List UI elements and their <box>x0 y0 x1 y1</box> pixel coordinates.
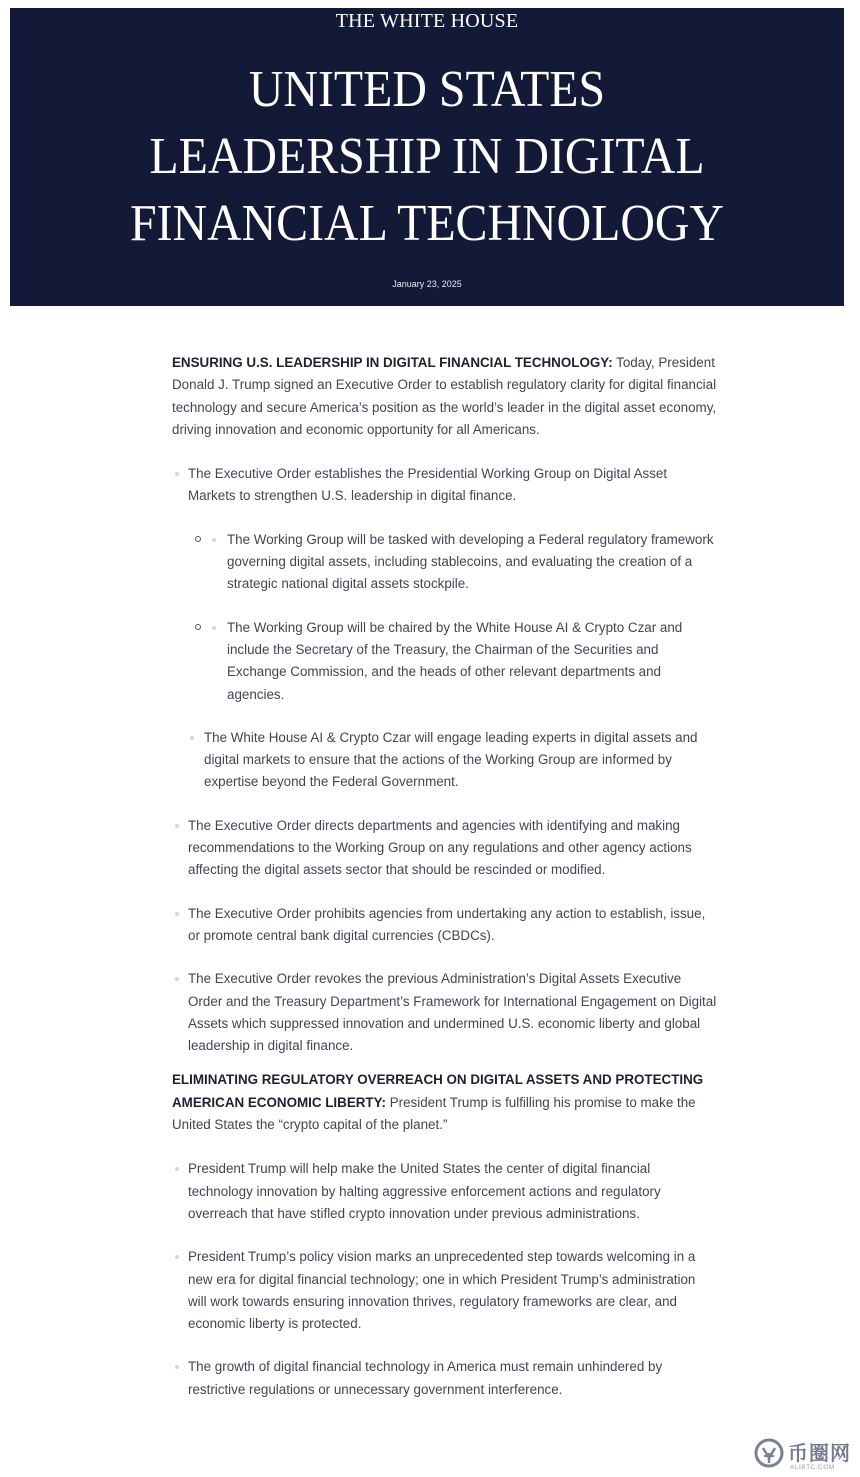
list-item-text: President Trump’s policy vision marks an unprecedented step towards welcoming in a new era for digital financial technology; one in which President Trump’s administration will work towards ensuring innovation thrives, regulatory frameworks are clear, and economic liberty is protected. <box>188 1249 696 1332</box>
bullet-icon <box>175 977 179 981</box>
list-item-text: The Working Group will be chaired by the White House AI & Crypto Czar and include the Secretary of the Treasury, the Chairman of the Securities and Exchange Commission, and the heads of other relevant departments and agencies. <box>227 619 683 702</box>
circle-bullet-icon <box>195 624 201 630</box>
list-item <box>172 1356 717 1401</box>
list-item <box>172 815 717 882</box>
list-item <box>172 617 717 706</box>
list-item-text: The growth of digital financial technology in America must remain unhindered by restrictive regulations or unnecessary government interference. <box>188 1359 663 1397</box>
list-item <box>172 463 717 508</box>
bullet-icon <box>175 824 179 828</box>
section-heading: ELIMINATING REGULATORY OVERREACH ON DIGITAL ASSETS AND PROTECTING AMERICAN ECONOMIC LIBERTY: <box>172 1072 704 1110</box>
list-item-text: The White House AI & Crypto Czar will engage leading experts in digital assets and digital markets to ensure that the actions of the Working Group are informed by expertise beyond the Federal Government. <box>204 729 698 790</box>
list-item <box>172 1158 717 1225</box>
publish-date: January 23, 2025 <box>392 279 462 289</box>
list-item <box>172 903 717 948</box>
section-intro <box>172 352 717 441</box>
section-heading: ENSURING U.S. LEADERSHIP IN DIGITAL FINANCIAL TECHNOLOGY: <box>172 355 613 370</box>
bullet-icon <box>175 912 179 916</box>
section-intro <box>172 1069 717 1136</box>
watermark-subtext: ALIBTC.COM <box>790 1464 835 1471</box>
list-item-text: President Trump will help make the United States the center of digital financial technology innovation by halting aggressive enforcement actions and regulatory overreach that have stifled crypto innovation under previous administrations. <box>188 1161 661 1221</box>
article-body <box>172 352 717 1401</box>
watermark-logo-icon <box>752 1436 786 1470</box>
title-line: LEADERSHIP IN DIGITAL <box>149 128 705 185</box>
list-item-text: The Executive Order directs departments and agencies with identifying and making recommendations to the Working Group on any regulations and other agency actions affecting the digital assets sector that should be rescinded or modified. <box>188 817 692 878</box>
list-item <box>172 529 717 596</box>
title-line: FINANCIAL TECHNOLOGY <box>129 195 724 252</box>
section-text: Today, President Donald J. Trump signed an Executive Order to establish regulatory clarity for digital financial technology and secure America’s position as the world’s leader in the digital asset economy, driving innovation and economic opportunity for all Americans. <box>172 355 717 437</box>
section-text: President Trump is fulfilling his promise to make the United States the “crypto capital of the planet.” <box>172 1094 696 1133</box>
list-item <box>172 1246 717 1335</box>
bullet-icon <box>175 1167 179 1171</box>
bullet-icon <box>175 1255 179 1259</box>
bullet-icon <box>190 736 194 740</box>
site-name[interactable]: THE WHITE HOUSE <box>335 10 519 32</box>
list-item <box>172 968 717 1057</box>
list-item-text: The Working Group will be tasked with developing a Federal regulatory framework governing digital assets, including stablecoins, and evaluating the creation of a strategic national digital assets stockpile. <box>227 531 714 592</box>
bullet-icon <box>212 538 216 542</box>
list-item-text: The Executive Order revokes the previous Administration’s Digital Assets Executive Order and the Treasury Department’s Framework for International Engagement on Digital Assets which suppressed innovation and undermined U.S. economic liberty and global leadership in digital finance. <box>188 971 717 1054</box>
list-item <box>172 727 717 794</box>
list-item-text: The Executive Order establishes the Presidential Working Group on Digital Asset Markets to strengthen U.S. leadership in digital finance. <box>188 466 668 504</box>
bullet-icon <box>175 1365 179 1369</box>
page-title <box>43 56 810 257</box>
header-banner <box>10 8 844 306</box>
bullet-icon <box>175 472 179 476</box>
watermark-text: 币圈网 <box>788 1443 851 1465</box>
watermark <box>752 1436 860 1476</box>
title-line: UNITED STATES <box>248 61 606 118</box>
bullet-icon <box>212 626 216 630</box>
circle-bullet-icon <box>195 536 201 542</box>
list-item-text: The Executive Order prohibits agencies from undertaking any action to establish, issue, or promote central bank digital currencies (CBDCs). <box>188 905 706 943</box>
